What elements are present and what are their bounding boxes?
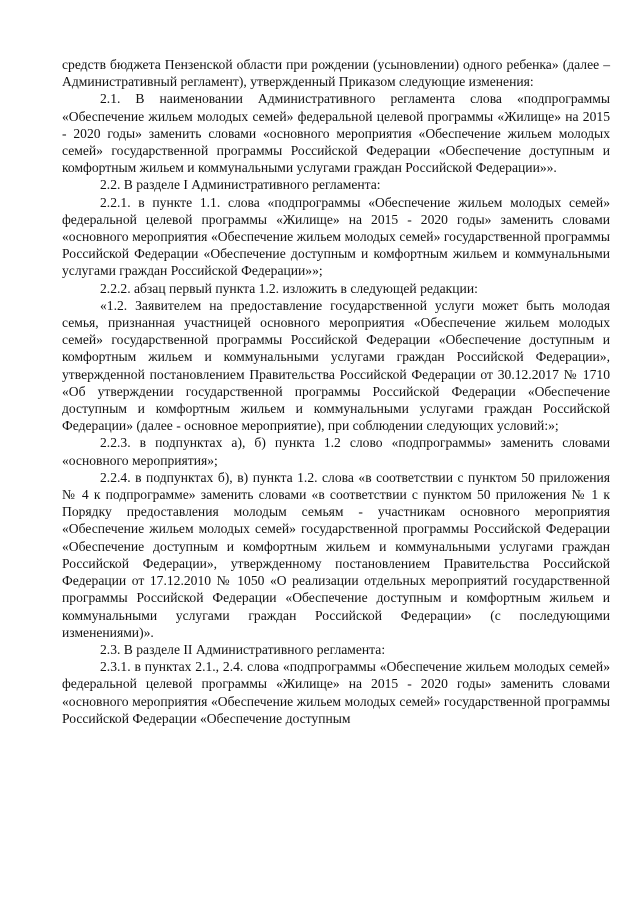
paragraph-2-2: 2.2. В разделе I Административного регламента: — [100, 177, 381, 193]
paragraph-2-2-1: 2.2.1. в пункте 1.1. слова «подпрограммы «Обеспечение жильем молодых семей» федеральной целевой программы «Жилище» на 2015 - 2020 годы» заменить словами «основного мероприятия «Обеспечение жильем молодых семей» государственной программы Российской Федерации «Обеспечение доступным и комфортным жильем и коммунальными услугами граждан Российской Федерации»»; — [62, 194, 610, 279]
paragraph-2-2-4: 2.2.4. в подпунктах б), в) пункта 1.2. слова «в соответствии с пунктом 50 приложения № 4 к подпрограмме» заменить словами «в соответствии с пунктом 50 приложения № 1 к Порядку предоставления молодым семьям - участникам основного мероприятия «Обеспечение жильем молодых семей» государственной программы Российской Федерации «Обеспечение доступным и комфортным жильем и коммунальными услугами граждан Российской Федерации», утвержденному постановлением Правительства Российской Федерации от 17.12.2010 № 1050 «О реализации отдельных мероприятий государственной программы Российской Федерации «Обеспечение доступным и комфортным жильем и коммунальными услугами граждан Российской Федерации» (с последующими изменениями)». — [62, 469, 610, 640]
paragraph-2-3-1: 2.3.1. в пунктах 2.1., 2.4. слова «подпрограммы «Обеспечение жильем молодых семей» федеральной целевой программы «Жилище» на 2015 - 2020 годы» заменить словами «основного мероприятия «Обеспечение жильем молодых семей» государственной программы Российской Федерации «Обеспечение доступным — [62, 659, 610, 726]
document-page — [62, 56, 610, 727]
paragraph-intro: средств бюджета Пензенской области при рождении (усыновлении) одного ребенка» (далее – Административный регламент), утвержденный Приказом следующие изменения: — [62, 57, 610, 90]
paragraph-2-3: 2.3. В разделе II Административного регламента: — [100, 641, 386, 657]
paragraph-2-1: 2.1. В наименовании Административного регламента слова «подпрограммы «Обеспечение жильем молодых семей» федеральной целевой программы «Жилище» на 2015 - 2020 годы» заменить словами «основного мероприятия «Обеспечение жильем молодых семей» государственной программы Российской Федерации «Обеспечение доступным и комфортным жильем и коммунальными услугами граждан Российской Федерации»». — [62, 91, 610, 176]
paragraph-2-2-2: 2.2.2. абзац первый пункта 1.2. изложить в следующей редакции: — [100, 280, 478, 296]
paragraph-2-2-3: 2.2.3. в подпунктах а), б) пункта 1.2 слово «подпрограммы» заменить словами «основного мероприятия»; — [62, 435, 610, 468]
paragraph-1-2-quote: «1.2. Заявителем на предоставление государственной услуги может быть молодая семья, признанная участницей основного мероприятия «Обеспечение жильем молодых семей» государственной программы Российской Федерации «Обеспечение доступным и комфортным жильем и коммунальными услугами граждан Российской Федерации», утвержденной постановлением Правительства Российской Федерации от 30.12.2017 № 1710 «Об утверждении государственной программы Российской Федерации «Обеспечение доступным и комфортным жильем и коммунальными услугами граждан Российской Федерации» (далее - основное мероприятие), при соблюдении следующих условий:»; — [62, 297, 610, 434]
